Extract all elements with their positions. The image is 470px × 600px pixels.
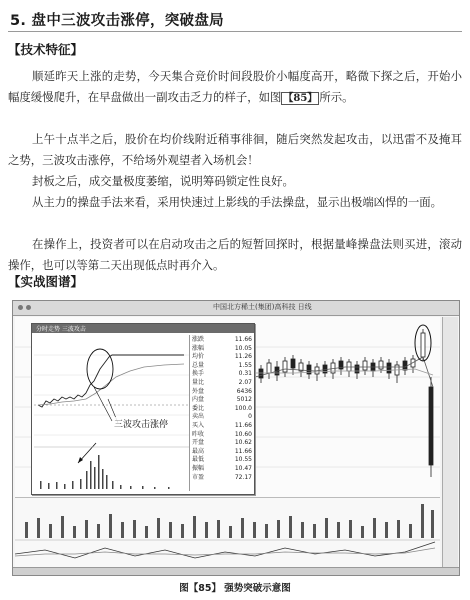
quote-value: 11.66 (234, 336, 252, 343)
quote-label: 涨幅 (192, 344, 205, 352)
chart-title-bar (13, 301, 459, 316)
quote-value: 0.31 (238, 370, 252, 378)
quote-label: 均价 (192, 353, 205, 361)
quote-row (192, 336, 252, 345)
quote-row (192, 345, 252, 354)
quote-value: 100.0 (234, 404, 252, 412)
quote-row (192, 353, 252, 362)
quote-value: 10.60 (234, 430, 252, 438)
quote-value: 10.62 (234, 439, 252, 447)
section-title: 5. 盘中三波攻击涨停，突破盘局 (10, 13, 224, 29)
quote-label: 总量 (192, 361, 205, 369)
quote-label: 最低 (192, 456, 205, 464)
quote-row (192, 396, 252, 405)
intraday-popup (31, 323, 255, 495)
paragraph-5: 在操作上，投资者可以在启动攻击之后的短暂回探时，根据量峰操盘法则买进，滚动操作，也可以等第二天出现低点时再介入。 (8, 237, 462, 272)
popup-title: 分时走势 三波攻击 (36, 326, 86, 333)
quote-label: 涨跌 (192, 336, 205, 343)
quote-label: 买入 (192, 421, 205, 429)
paragraph-4: 从主力的操盘手法来看，采用快速过上影线的手法操盘，显示出极端凶悍的一面。 (31, 195, 443, 209)
window-dot-icon (18, 305, 23, 310)
quote-value: 5012 (236, 396, 252, 404)
intraday-chart (34, 335, 190, 491)
quote-label: 振幅 (192, 464, 205, 472)
window-dot-icon (26, 305, 31, 310)
paragraph-2: 上午十点半之后，股价在均价线附近稍事徘徊，随后突然发起攻击，以迅雷不及掩耳之势，三波攻击涨停，不给场外观望者入场机会！ (8, 132, 462, 167)
quote-label: 昨收 (192, 430, 205, 438)
quote-value: 10.05 (234, 344, 252, 352)
quote-row (192, 439, 252, 448)
quote-label: 内盘 (192, 396, 205, 404)
quote-row (192, 431, 252, 440)
quote-value: 0 (248, 413, 252, 421)
quote-label: 最高 (192, 447, 205, 455)
quote-value: 1.55 (238, 361, 252, 369)
paragraph-1-text: 顺延昨天上涨的走势，今天集合竞价时间段股价小幅度高开，略微下探之后，开始小幅度缓慢爬升，在早盘做出一副攻击乏力的样子，如图 (8, 69, 462, 104)
chart-window (13, 301, 459, 575)
quote-row (192, 379, 252, 388)
quote-row (192, 370, 252, 379)
heading-technical-features: 【技术特征】 (8, 42, 84, 57)
quote-row (192, 422, 252, 431)
figure-ref: 【85】 (283, 93, 318, 104)
popup-title-bar (32, 324, 254, 333)
intraday-price-chart (34, 335, 189, 491)
price-scale-bar (442, 317, 458, 567)
quote-value: 10.55 (234, 456, 252, 464)
title-divider (8, 31, 462, 32)
paragraph-1-tail: 所示。 (319, 90, 354, 104)
volume-macd-chart (15, 498, 440, 568)
paragraph-3: 封板之后，成交量极度萎缩，说明筹码锁定性良好。 (31, 174, 294, 188)
annotation-three-wave-attack: 三波攻击涨停 (114, 417, 168, 430)
chart-status-bar (13, 567, 459, 576)
quote-value: 11.26 (234, 353, 252, 361)
quote-value: 11.66 (234, 421, 252, 429)
quote-label: 换手 (192, 370, 205, 378)
chart-window-title: 中国北方稀土(集团)高科技 日线 (213, 303, 312, 311)
quote-row (192, 474, 252, 483)
quote-row (192, 413, 252, 422)
quote-value: 6436 (236, 387, 252, 395)
quote-label: 外盘 (192, 387, 205, 395)
heading-chart-examples: 【实战图谱】 (8, 274, 84, 289)
quote-value: 10.47 (234, 464, 252, 472)
stock-chart-figure (12, 300, 460, 576)
quote-row (192, 465, 252, 474)
quote-label: 市盈 (192, 473, 205, 481)
figure-caption: 图【85】 强势突破示意图 (179, 583, 291, 594)
paragraph-1 (8, 66, 462, 109)
quote-value: 72.17 (234, 473, 252, 481)
quote-row (192, 388, 252, 397)
quote-value: 2.07 (238, 378, 252, 386)
volume-panel (15, 497, 440, 568)
quote-panel (192, 336, 252, 482)
quote-row (192, 456, 252, 465)
quote-value: 11.66 (234, 447, 252, 455)
quote-label: 开盘 (192, 439, 205, 447)
quote-label: 委比 (192, 404, 205, 412)
quote-label: 量比 (192, 378, 205, 386)
quote-label: 卖出 (192, 413, 205, 421)
